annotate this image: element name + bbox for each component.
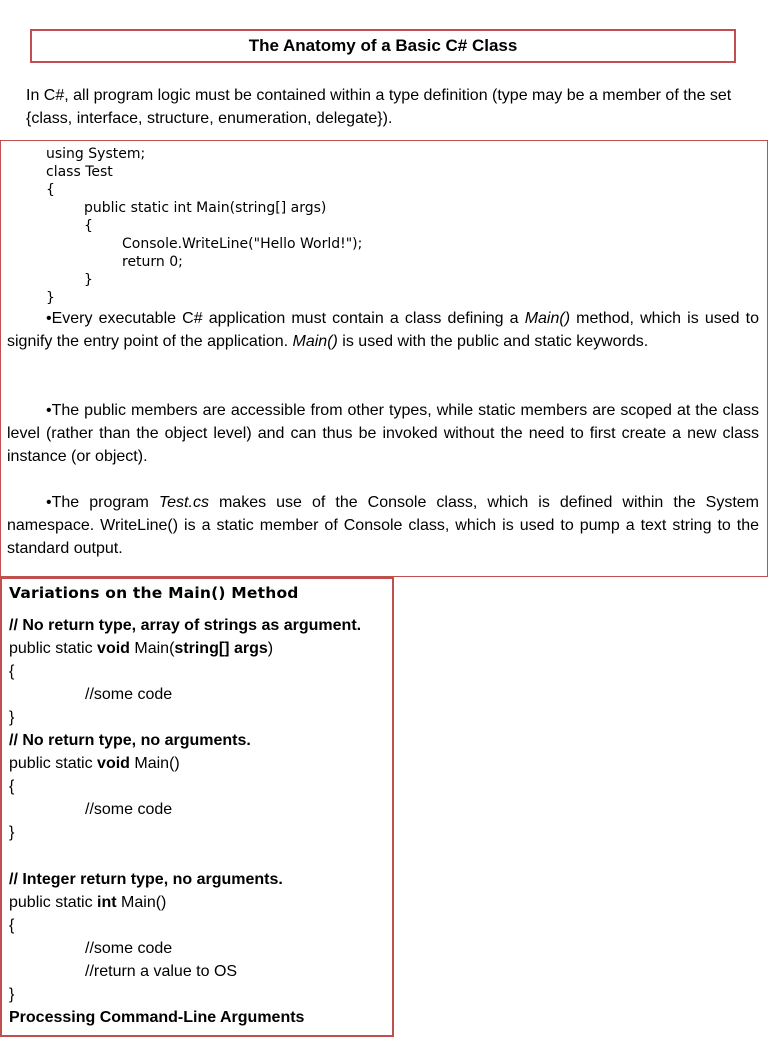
intro-paragraph: In C#, all program logic must be contained within a type definition (type may be a member of the set {class, interface, structure, enumeration, delegate}). — [26, 87, 732, 127]
code-placeholder: //return a value to OS — [85, 963, 238, 980]
code-line: } — [46, 290, 55, 306]
method-signature: public static void Main() — [9, 755, 180, 772]
method-signature: public static int Main() — [9, 894, 167, 911]
code-comment: // Integer return type, no arguments. — [9, 871, 283, 888]
bullet-paragraph: •Every executable C# application must contain a class defining a Main() method, which is used to signify the entry point of the application. Main() is used with the public and static keywords. — [7, 310, 760, 350]
code-line: { — [46, 182, 55, 198]
close-brace: } — [9, 709, 15, 726]
page-title-text: The Anatomy of a Basic C# Class — [248, 36, 518, 55]
bullet-paragraph: •The public members are accessible from other types, while static members are scoped at the class level (rather than the object level) and can thus be invoked without the need to first create a new class instance (or object). — [7, 402, 759, 465]
code-line: Console.WriteLine("Hello World!"); — [122, 236, 363, 252]
close-brace: } — [9, 824, 15, 841]
method-signature: public static void Main(string[] args) — [9, 640, 274, 657]
code-line: class Test — [46, 164, 113, 180]
code-line: public static int Main(string[] args) — [84, 200, 327, 216]
code-placeholder: //some code — [85, 940, 173, 957]
variations-heading: Variations on the Main() Method — [9, 584, 299, 602]
page-title — [30, 29, 736, 63]
code-placeholder: //some code — [85, 801, 173, 818]
close-brace: } — [9, 986, 15, 1003]
open-brace: { — [9, 778, 15, 795]
open-brace: { — [9, 663, 15, 680]
bullet-paragraph: •The program Test.cs makes use of the Console class, which is defined within the System namespace. WriteLine() is a static member of Console class, which is used to pump a text string to the standard output. — [7, 494, 760, 557]
code-comment: // No return type, no arguments. — [9, 732, 251, 749]
code-line: return 0; — [122, 254, 183, 270]
section-heading: Processing Command-Line Arguments — [9, 1009, 305, 1026]
code-line: { — [84, 218, 93, 234]
code-placeholder: //some code — [85, 686, 173, 703]
open-brace: { — [9, 917, 15, 934]
code-line: } — [84, 272, 93, 288]
code-line: using System; — [46, 146, 146, 162]
code-comment: // No return type, array of strings as argument. — [9, 617, 362, 634]
